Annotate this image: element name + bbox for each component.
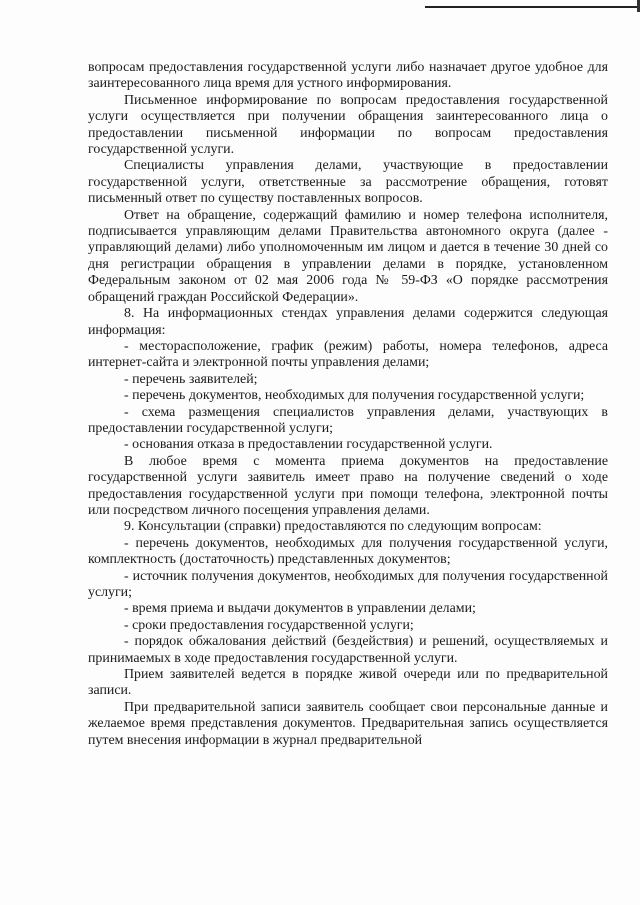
paragraph: - основания отказа в предоставлении государственной услуги. (124, 437, 493, 453)
paragraph: - перечень документов, необходимых для получения государственной услуги, комплектность (достаточность) представленных документов; (88, 535, 608, 568)
paragraph: В любое время с момента приема документов на предоставление государственной услуги заявитель имеет право на получение сведений о ходе предоставления государственной услуги при помощи телефона, электронной почты или посредством личного посещения управления делами. (88, 453, 608, 518)
paragraph: Письменное информирование по вопросам предоставления государственной услуги осуществляется при получении обращения заинтересованного лица о предоставлении письменной информации по вопросам предоставления государственной услуги. (88, 92, 608, 158)
scan-artifact-line (425, 6, 640, 8)
paragraph: - месторасположение, график (режим) работы, номера телефонов, адреса интернет-сайта и электронной почты управления делами; (88, 338, 608, 371)
paragraph: Прием заявителей ведется в порядке живой очереди или по предварительной записи. (88, 667, 608, 699)
paragraph: - сроки предоставления государственной услуги; (124, 617, 414, 633)
paragraph: 8. На информационных стендах управления делами содержится следующая информация: (88, 306, 608, 338)
paragraph: - схема размещения специалистов управления делами, участвующих в предоставлении государственной услуги; (88, 404, 608, 436)
paragraph: - время приема и выдачи документов в управлении делами; (124, 601, 476, 617)
paragraph: - перечень документов, необходимых для получения государственной услуги; (124, 388, 585, 404)
paragraph: При предварительной записи заявитель сообщает свои персональные данные и желаемое время представления документов. Предварительная запись осуществляется путем внесения информации в журнал предварительной (88, 699, 608, 748)
paragraph: Ответ на обращение, содержащий фамилию и номер телефона исполнителя, подписывается управляющим делами Правительства автономного округа (далее - управляющий делами) либо уполномоченным им лицом и дается в течение 30 дней со дня регистрации обращения в управлении делами в порядке, установленном Федеральным законом от 02 мая 2006 года № 59-ФЗ «О порядке рассмотрения обращений граждан Российской Федерации». (88, 207, 608, 305)
paragraph: - порядок обжалования действий (бездействия) и решений, осуществляемых и принимаемых в ходе предоставления государственной услуги. (88, 634, 608, 666)
paragraph: 9. Консультации (справки) предоставляются по следующим вопросам: (124, 519, 542, 535)
paragraph: - перечень заявителей; (124, 371, 258, 387)
paragraph: - источник получения документов, необходимых для получения государственной услуги; (88, 568, 608, 600)
paragraph: Специалисты управления делами, участвующие в предоставлении государственной услуги, ответственные за рассмотрение обращения, готовят письменный ответ по существу поставленных вопросов. (88, 158, 608, 207)
document-body (88, 60, 608, 749)
paragraph: вопросам предоставления государственной услуги либо назначает другое удобное для заинтересованного лица время для устного информирования. (88, 60, 608, 92)
